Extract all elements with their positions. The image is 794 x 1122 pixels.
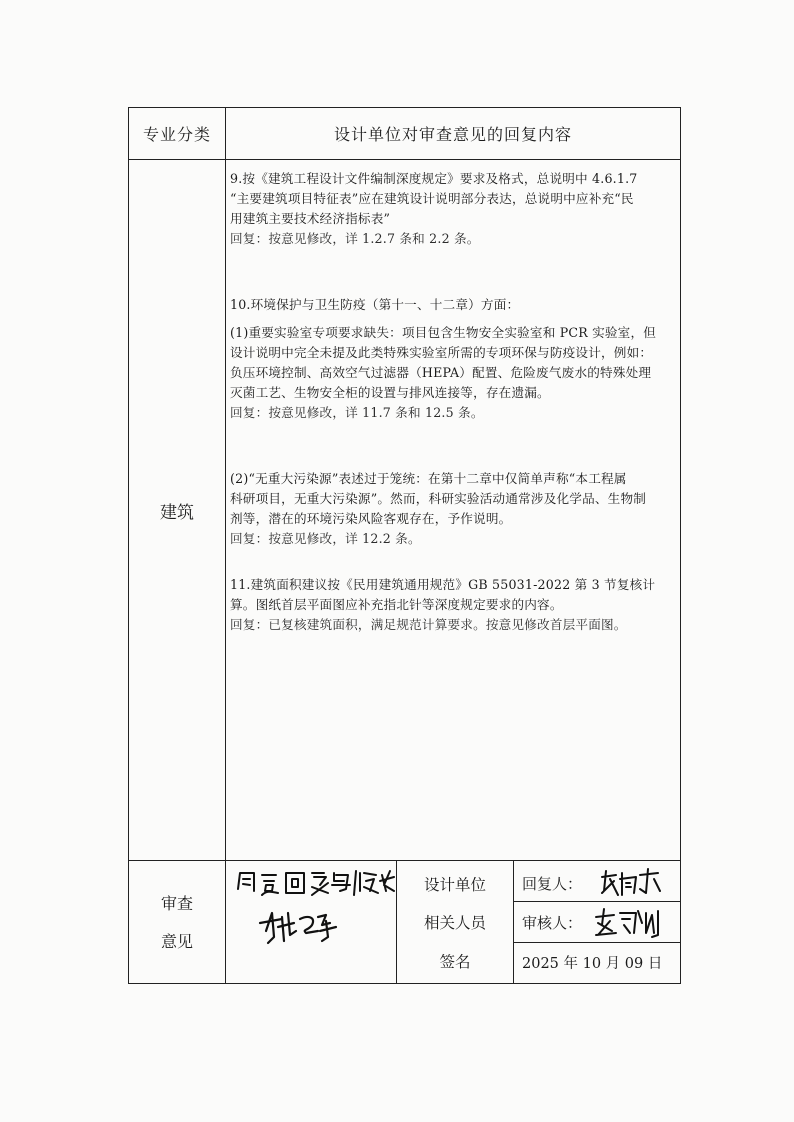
reviewer-label: 审核人： [522,914,583,932]
reviewer-signature [590,905,670,941]
item-line: “主要建筑项目特征表”应在建筑设计说明部分表达，总说明中应补充“民 [230,191,634,206]
reply-person-row [522,873,582,894]
signature-cells [514,861,680,984]
item-line: 科研项目，无重大污染源”。然而，科研实验活动通常涉及化学品、生物制 [230,491,647,506]
category-cell: 建筑 [160,502,194,523]
item-reply: 回复：按意见修改，详 12.2 条。 [230,531,421,546]
item-9 [230,169,676,249]
item-line: 算。图纸首层平面图应补充指北针等深度规定要求的内容。 [230,597,563,612]
item-line: 剂等，潜在的环境污染风险客观存在，予作说明。 [230,511,512,526]
item-reply: 回复：按意见修改，详 1.2.7 条和 2.2 条。 [230,231,480,246]
item-title: 10.环境保护与卫生防疫（第十一、十二章）方面： [230,297,520,312]
design-party-label: 设计单位 相关人员 签名 [423,876,486,971]
column-divider [225,108,226,984]
reply-person-label: 回复人： [522,875,583,893]
review-opinion-label: 审查 意见 [160,893,193,951]
item-line: 用建筑主要技术经济指标表” [230,211,391,226]
item-line: 设计说明中完全未提及此类特殊实验室所需的专项环保与防疫设计，例如： [230,345,653,360]
handwritten-review-signature [226,861,396,984]
reply-content [230,169,676,635]
item-line: 11.建筑面积建议按《民用建筑通用规范》GB 55031-2022 第 3 节复核计 [230,577,656,592]
date: 2025 年 10 月 09 日 [522,956,663,972]
review-reply-table [128,107,681,984]
item-10 [230,295,676,549]
item-line: (2)“无重大污染源”表述过于笼统：在第十二章中仅简单声称“本工程属 [230,471,627,486]
item-line: 灭菌工艺、生物安全柜的设置与排风连接等，存在遗漏。 [230,385,550,400]
header-category-label: 专业分类 [142,125,211,144]
item-line: 负压环境控制、高效空气过滤器（HEPA）配置、危险废气废水的特殊处理 [230,365,652,380]
review-signature [226,861,396,984]
item-line: (1)重要实验室专项要求缺失：项目包含生物安全实验室和 PCR 实验室，但 [230,325,657,340]
header-content-label: 设计单位对审查意见的回复内容 [333,125,572,144]
item-reply: 回复：按意见修改，详 11.7 条和 12.5 条。 [230,405,484,420]
item-11 [230,575,676,635]
item-reply: 回复：已复核建筑面积，满足规范计算要求。按意见修改首层平面图。 [230,617,627,632]
item-line: 9.按《建筑工程设计文件编制深度规定》要求及格式，总说明中 4.6.1.7 [230,171,638,186]
reply-person-signature [596,865,666,899]
reviewer-row [522,912,582,933]
